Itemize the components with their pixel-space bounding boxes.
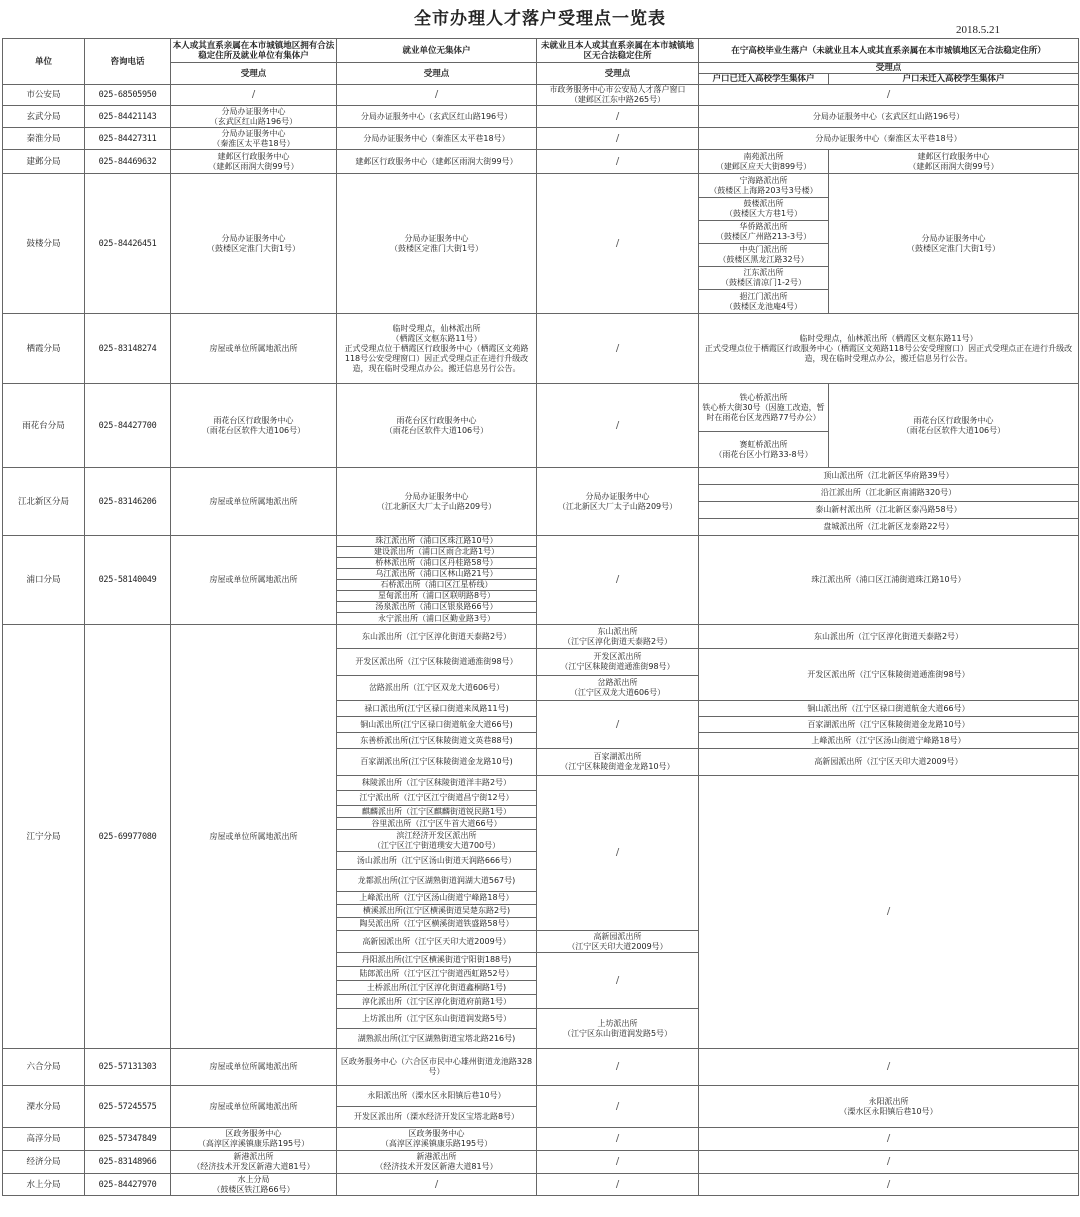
office-cell: 房屋或单位所属地派出所 [171,625,337,1049]
phone-cell: 025-84469632 [85,150,171,174]
office-cell: 分局办证服务中心 （秦淮区太平巷18号） [171,128,337,150]
office-cell: 建邺区行政服务中心 （建邺区雨润大街99号） [829,150,1079,174]
empty-cell: / [699,776,1079,1049]
station-cell: 滨江经济开发区派出所 （江宁区江宁街道璞安大道700号） [337,830,537,852]
phone-cell: 025-57131303 [85,1049,171,1086]
empty-cell: / [537,1128,699,1151]
unit-cell: 江宁分局 [3,625,85,1049]
office-cell: 分局办证服务中心 （鼓楼区定淮门大街1号） [829,174,1079,314]
station-cell: 中央门派出所 （鼓楼区黑龙江路32号） [699,244,829,267]
station-cell: 高新园派出所（江宁区天印大道2009号） [699,749,1079,776]
empty-cell: / [537,384,699,468]
station-cell: 东善桥派出所(江宁区秣陵街道文英巷88号) [337,733,537,749]
station-cell: 麒麟派出所（江宁区麒麟街道锐民路1号） [337,806,537,818]
office-cell: 水上分局 （鼓楼区铁江路66号） [171,1174,337,1196]
office-cell: 分局办证服务中心 （玄武区红山路196号） [171,106,337,128]
station-cell: 岔路派出所 （江宁区双龙大道606号） [537,676,699,701]
station-cell: 丹阳派出所(江宁区横溪街道宁阳街188号) [337,953,537,967]
unit-cell: 溧水分局 [3,1086,85,1128]
empty-cell: / [337,1174,537,1196]
header-col-a: 本人或其直系亲属在本市城镇地区拥有合法稳定住所及就业单位有集体户 [171,39,337,63]
phone-cell: 025-84427970 [85,1174,171,1196]
unit-cell: 建邺分局 [3,150,85,174]
station-cell: 江宁派出所（江宁区江宁街道昌宁街12号） [337,791,537,806]
header-accept: 受理点 [537,63,699,85]
station-cell: 湖熟派出所(江宁区湖熟街道宝塔北路216号) [337,1029,537,1049]
unit-cell: 栖霞分局 [3,314,85,384]
phone-cell: 025-68505950 [85,85,171,106]
station-cell: 盘城派出所（江北新区龙泰路22号） [699,519,1079,536]
header-col-d: 在宁高校毕业生落户（未就业且本人或其直系亲属在本市城镇地区无合法稳定住所） [699,39,1079,63]
station-cell: 上峰派出所（江宁区汤山街道宁峰路18号） [699,733,1079,749]
phone-cell: 025-58140049 [85,536,171,625]
office-cell: 房屋或单位所属地派出所 [171,1049,337,1086]
header-accept: 受理点 [337,63,537,85]
header-col-c: 未就业且本人或其直系亲属在本市城镇地区无合法稳定住所 [537,39,699,63]
phone-cell: 025-84426451 [85,174,171,314]
station-cell: 乌江派出所（浦口区林山路21号） [337,569,537,580]
header-unit: 单位 [3,39,85,85]
phone-cell: 025-83148274 [85,314,171,384]
station-cell: 挹江门派出所 （鼓楼区龙池庵4号） [699,290,829,314]
office-cell: 雨花台区行政服务中心 （雨花台区软件大道106号） [337,384,537,468]
empty-cell: / [537,953,699,1009]
office-cell: 分局办证服务中心 （江北新区大厂太子山路209号） [337,468,537,536]
empty-cell: / [699,1049,1079,1086]
empty-cell: / [537,174,699,314]
office-cell: 分局办证服务中心（玄武区红山路196号） [337,106,537,128]
office-cell: 房屋或单位所属地派出所 [171,468,337,536]
station-cell: 陶吴派出所（江宁区横溪街道铁盛路58号） [337,918,537,931]
office-cell: 新港派出所 （经济技术开发区新港大道81号） [171,1151,337,1174]
empty-cell: / [537,701,699,749]
empty-cell: / [699,1174,1079,1196]
unit-cell: 秦淮分局 [3,128,85,150]
document-date: 2018.5.21 [956,24,1000,36]
station-cell: 铜山派出所(江宁区禄口街道航金大道66号) [337,717,537,733]
office-cell: 分局办证服务中心 （江北新区大厂太子山路209号） [537,468,699,536]
office-cell: 分局办证服务中心（秦淮区太平巷18号） [337,128,537,150]
station-cell: 铜山派出所（江宁区禄口街道航金大道66号） [699,701,1079,717]
empty-cell: / [537,314,699,384]
station-cell: 高新园派出所（江宁区天印大道2009号） [337,931,537,953]
station-cell: 东山派出所（江宁区淳化街道天泰路2号） [337,625,537,649]
station-cell: 泰山新村派出所（江北新区泰冯路58号） [699,502,1079,519]
empty-cell: / [537,776,699,931]
station-cell: 汤泉派出所（浦口区银泉路66号） [337,602,537,613]
unit-cell: 鼓楼分局 [3,174,85,314]
office-cell: 临时受理点，仙林派出所（栖霞区文枢东路11号） 正式受理点位于栖霞区行政服务中心（栖霞区文苑路118号公安受理窗口）因正式受理点正在进行升级改造，现在临时受理点办公，搬迁信息另行公告。 [699,314,1079,384]
registration-table [2,38,1079,1196]
empty-cell: / [537,106,699,128]
office-cell: 市政务服务中心市公安局人才落户窗口 （建邺区江东中路265号） [537,85,699,106]
station-cell: 开发区派出所 （江宁区秣陵街道通淮街98号） [537,649,699,676]
station-cell: 东山派出所 （江宁区淳化街道天泰路2号） [537,625,699,649]
office-cell: 新港派出所 （经济技术开发区新港大道81号） [337,1151,537,1174]
station-cell: 沿江派出所（江北新区南浦路320号） [699,485,1079,502]
unit-cell: 江北新区分局 [3,468,85,536]
phone-cell: 025-57245575 [85,1086,171,1128]
empty-cell: / [537,150,699,174]
empty-cell: / [537,1049,699,1086]
office-cell: 永阳派出所 （溧水区永阳镇后巷10号） [699,1086,1079,1128]
unit-cell: 经济分局 [3,1151,85,1174]
office-cell: 分局办证服务中心 （鼓楼区定淮门大街1号） [337,174,537,314]
station-cell: 开发区派出所（江宁区秣陵街道通淮街98号） [699,649,1079,701]
unit-cell: 水上分局 [3,1174,85,1196]
office-cell: 雨花台区行政服务中心 （雨花台区软件大道106号） [171,384,337,468]
station-cell: 石桥派出所（浦口区江星桥线） [337,580,537,591]
unit-cell: 雨花台分局 [3,384,85,468]
office-cell: 临时受理点，仙林派出所 （栖霞区文枢东路11号） 正式受理点位于栖霞区行政服务中心（栖霞区文苑路118号公安受理窗口）因正式受理点正在进行升级改造，现在临时受理点办公。搬迁信息另行公告。 [337,314,537,384]
station-cell: 百家湖派出所(江宁区秣陵街道金龙路10号) [337,749,537,776]
station-cell: 禄口派出所(江宁区禄口街道来凤路11号) [337,701,537,717]
station-cell: 上坊派出所（江宁区东山街道润发路5号） [337,1009,537,1029]
station-cell: 鼓楼派出所 （鼓楼区大方巷1号） [699,198,829,221]
station-cell: 开发区派出所（江宁区秣陵街道通淮街98号） [337,649,537,676]
station-cell: 岔路派出所（江宁区双龙大道606号） [337,676,537,701]
empty-cell: / [171,85,337,106]
office-cell: 珠江派出所（浦口区江浦街道珠江路10号） [699,536,1079,625]
phone-cell: 025-83146206 [85,468,171,536]
station-cell: 东山派出所（江宁区淳化街道天泰路2号） [699,625,1079,649]
station-cell: 建设派出所（浦口区雨合北路1号） [337,547,537,558]
empty-cell: / [537,1086,699,1128]
station-cell: 上峰派出所（江宁区汤山街道宁峰路18号） [337,892,537,905]
empty-cell: / [337,85,537,106]
office-cell: 南苑派出所 （建邺区应天大街899号） [699,150,829,174]
office-cell: 房屋或单位所属地派出所 [171,314,337,384]
empty-cell: / [699,1128,1079,1151]
empty-cell: / [537,1174,699,1196]
phone-cell: 025-83148966 [85,1151,171,1174]
office-cell: 区政务服务中心（六合区市民中心雄州街道龙池路328号） [337,1049,537,1086]
phone-cell: 025-84421143 [85,106,171,128]
station-cell: 永宁派出所（浦口区勤业路3号） [337,613,537,625]
station-cell: 开发区派出所（溧水经济开发区宝塔北路8号） [337,1107,537,1128]
station-cell: 星甸派出所（浦口区联明路8号） [337,591,537,602]
unit-cell: 高淳分局 [3,1128,85,1151]
office-cell: 分局办证服务中心（秦淮区太平巷18号） [699,128,1079,150]
station-cell: 谷里派出所（江宁区牛首大道66号） [337,818,537,830]
station-cell: 顶山派出所（江北新区华府路39号） [699,468,1079,485]
header-sub-d2: 户口未迁入高校学生集体户 [829,74,1079,85]
office-cell: 房屋或单位所属地派出所 [171,536,337,625]
station-cell: 赛虹桥派出所 （雨花台区小行路33-8号） [699,432,829,468]
station-cell: 铁心桥派出所 铁心桥大街30号（因施工改造，暂时在雨花台区龙西路77号办公） [699,384,829,432]
station-cell: 龙都派出所(江宁区湖熟街道润湖大道567号) [337,870,537,892]
station-cell: 淳化派出所（江宁区淳化街道府前路1号） [337,995,537,1009]
empty-cell: / [537,128,699,150]
station-cell: 宁海路派出所 （鼓楼区上海路203号3号楼） [699,174,829,198]
empty-cell: / [537,536,699,625]
station-cell: 百家湖派出所（江宁区秣陵街道金龙路10号） [699,717,1079,733]
unit-cell: 玄武分局 [3,106,85,128]
station-cell: 秣陵派出所（江宁区秣陵街道洋丰路2号） [337,776,537,791]
station-cell: 上坊派出所 （江宁区东山街道润发路5号） [537,1009,699,1049]
header-phone: 咨询电话 [85,39,171,85]
station-cell: 华侨路派出所 （鼓楼区广州路213-3号） [699,221,829,244]
phone-cell: 025-84427700 [85,384,171,468]
page-title: 全市办理人才落户受理点一览表 [414,9,666,29]
header-sub-d1: 户口已迁入高校学生集体户 [699,74,829,85]
station-cell: 江东派出所 （鼓楼区清凉门1-2号） [699,267,829,290]
unit-cell: 市公安局 [3,85,85,106]
unit-cell: 六合分局 [3,1049,85,1086]
empty-cell: / [699,85,1079,106]
office-cell: 区政务服务中心 （高淳区淳溪镇康乐路195号） [337,1128,537,1151]
phone-cell: 025-57347849 [85,1128,171,1151]
phone-cell: 025-69977080 [85,625,171,1049]
header-col-b: 就业单位无集体户 [337,39,537,63]
office-cell: 分局办证服务中心（玄武区红山路196号） [699,106,1079,128]
empty-cell: / [699,1151,1079,1174]
station-cell: 百家湖派出所 （江宁区秣陵街道金龙路10号） [537,749,699,776]
station-cell: 永阳派出所（溧水区永阳镇后巷10号） [337,1086,537,1107]
phone-cell: 025-84427311 [85,128,171,150]
office-cell: 建邺区行政服务中心（建邺区雨润大街99号） [337,150,537,174]
header-accept: 受理点 [171,63,337,85]
office-cell: 区政务服务中心 （高淳区淳溪镇康乐路195号） [171,1128,337,1151]
office-cell: 房屋或单位所属地派出所 [171,1086,337,1128]
office-cell: 分局办证服务中心 （鼓楼区定淮门大街1号） [171,174,337,314]
station-cell: 汤山派出所（江宁区汤山街道天润路666号） [337,852,537,870]
station-cell: 桥林派出所（浦口区丹桂路58号） [337,558,537,569]
unit-cell: 浦口分局 [3,536,85,625]
station-cell: 陆郎派出所（江宁区江宁街道西虹路52号） [337,967,537,981]
station-cell: 珠江派出所（浦口区珠江路10号） [337,536,537,547]
station-cell: 土桥派出所(江宁区淳化街道鑫桐路1号) [337,981,537,995]
station-cell: 高新园派出所 （江宁区天印大道2009号） [537,931,699,953]
header-accept: 受理点 [699,63,1079,74]
station-cell: 横溪派出所(江宁区横溪街道吴楚东路2号) [337,905,537,918]
office-cell: 建邺区行政服务中心 （建邺区雨润大街99号） [171,150,337,174]
empty-cell: / [537,1151,699,1174]
office-cell: 雨花台区行政服务中心 （雨花台区软件大道106号） [829,384,1079,468]
